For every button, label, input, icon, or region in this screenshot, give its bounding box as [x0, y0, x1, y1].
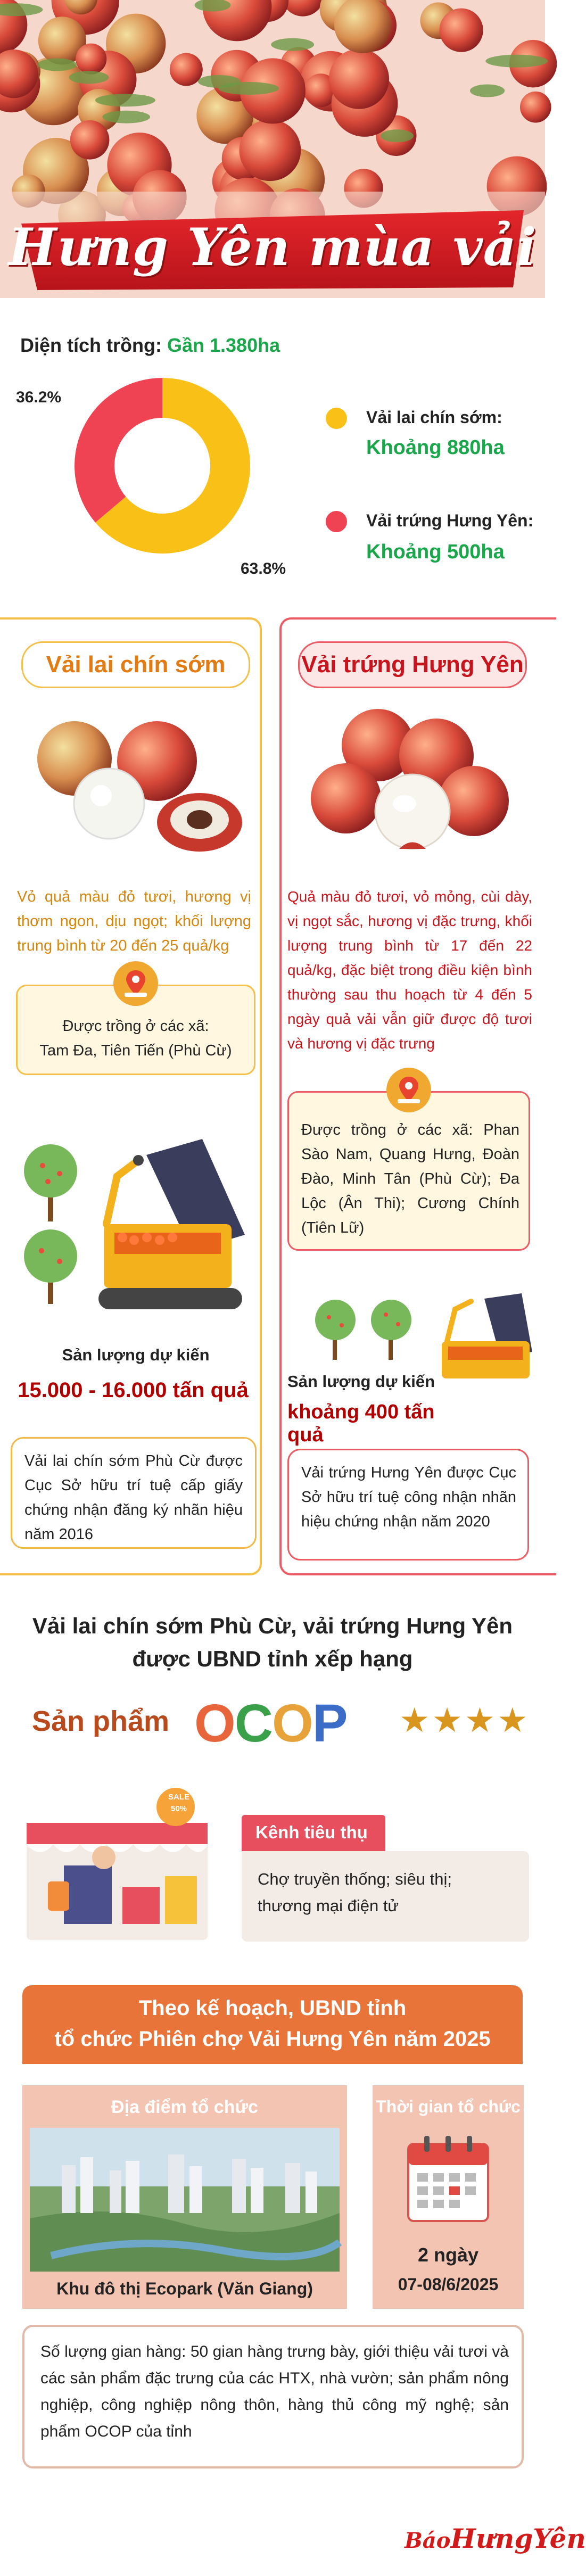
stall-text: Số lượng gian hàng: 50 gian hàng trưng bày, giới thiệu vải tươi và các sản phẩm đặc trưng của các HTX, nhà vườn; sản phẩm nông nghiệp, công nghiệp nông thôn, hàng thủ công mỹ nghệ; sản phẩm OCOP của tỉnh — [40, 2343, 509, 2440]
hero-banner — [0, 0, 545, 298]
lychee-fruit — [170, 53, 203, 86]
lychee-fruit — [76, 44, 106, 75]
time-days: 2 ngày — [417, 2244, 479, 2266]
lychee-leaf — [38, 59, 77, 71]
vai-lai-yield-label: Sản lượng dự kiến — [62, 1345, 210, 1364]
lychee-leaf — [470, 85, 505, 97]
map-pin-icon — [113, 961, 159, 1006]
legend-label-vai-trung: Vải trứng Hưng Yên: — [366, 511, 534, 530]
lychee-leaf — [218, 82, 279, 95]
legend-value-vai-trung: Khoảng 500ha — [366, 541, 505, 563]
ocop-heading: Vải lai chín sớm Phù Cừ, vải trứng Hưng Yên được UBND tỉnh xếp hạng — [32, 1613, 513, 1671]
vai-lai-fruit-image — [16, 708, 255, 868]
location-title: Địa điểm tổ chức — [111, 2097, 258, 2117]
location-box — [22, 2085, 347, 2309]
ocop-letter: O — [272, 1694, 312, 1753]
lychee-fruit — [329, 49, 389, 109]
ocop-product-label: Sản phẩm — [32, 1705, 170, 1737]
lychee-fruit — [240, 119, 301, 181]
vai-lai-location-value: Tam Đa, Tiên Tiến (Phù Cừ) — [39, 1042, 232, 1059]
ocop-stars: ★★★★ — [399, 1701, 530, 1739]
vai-trung-description: Quả màu đỏ tươi, vỏ mỏng, cùi dày, vị ngọt sắc, hương vị đặc trưng, khối lượng trung bình từ 17 đến 22 quả/kg, đặc biệt trong điều kiện bình thường sau thu hoạch từ 4 đến 5 ngày quả vải vẫn giữ được độ tươi và hương vị đặc trưng — [287, 888, 532, 1052]
vai-trung-location: Được trồng ở các xã: Phan Sào Nam, Quang Hưng, Đoàn Đào, Minh Tân (Phù Cừ); Đa Lộc (Ân Thi); Cương Chính (Tiên Lữ) — [301, 1121, 519, 1236]
time-dates: 07-08/6/2025 — [398, 2275, 499, 2294]
location-value: Khu đô thị Ecopark (Văn Giang) — [56, 2279, 313, 2298]
donut-slice-vai-trung — [75, 378, 162, 523]
legend-label-vai-lai: Vải lai chín sớm: — [366, 408, 502, 427]
vai-trung-yield-value: khoảng 400 tấn quả — [287, 1401, 435, 1446]
brand-part-2: HưngYên — [450, 2523, 586, 2554]
area-summary — [20, 334, 280, 357]
lychee-leaf — [69, 71, 109, 84]
channel-box — [242, 1815, 529, 1943]
donut-yellow-percent: 63.8% — [241, 560, 286, 577]
vai-trung-note: Vải trứng Hưng Yên được Cục Sở hữu trí tuệ công nhận nhãn hiệu chứng nhận năm 2020 — [301, 1464, 516, 1530]
lychee-leaf — [271, 38, 314, 51]
vai-trung-title: Vải trứng Hưng Yên — [298, 641, 527, 688]
ocop-rating-row — [32, 1694, 530, 1754]
calendar-icon — [406, 2133, 491, 2224]
lychee-leaf — [95, 94, 155, 106]
legend-swatch-vai-trung — [326, 511, 347, 532]
map-pin-icon — [386, 1067, 432, 1113]
legend-value-vai-lai: Khoảng 880ha — [366, 436, 505, 459]
ocop-letter: O — [194, 1694, 235, 1753]
legend-swatch-vai-lai — [326, 408, 347, 429]
ocop-logo-text — [194, 1694, 347, 1753]
ocop-letter: P — [312, 1694, 347, 1753]
lychee-leaf — [485, 55, 548, 68]
ecopark-photo — [30, 2128, 340, 2272]
harvest-robot-illustration — [11, 1128, 255, 1331]
harvest-robot-illustration — [309, 1288, 532, 1384]
plan-banner — [22, 1985, 523, 2064]
ocop-letter: C — [234, 1694, 273, 1753]
vai-trung-fruit-image — [298, 708, 532, 862]
ocop-logo — [194, 1694, 347, 1753]
lychee-leaf — [381, 129, 414, 142]
donut-red-percent: 36.2% — [16, 389, 62, 406]
lychee-fruit — [520, 92, 551, 123]
area-label: Diện tích trồng: — [20, 334, 162, 356]
time-box — [373, 2085, 524, 2309]
vai-lai-note: Vải lai chín sớm Phù Cừ được Cục Sở hữu trí tuệ cấp giấy chứng nhận đăng ký nhãn hiệu năm 2016 — [24, 1452, 243, 1543]
newspaper-logo — [405, 2523, 586, 2554]
stall-box — [22, 2325, 524, 2468]
page-title: Hưng Yên mùa vải — [8, 217, 537, 277]
sale-badge: SALE 50% — [168, 1793, 189, 1813]
time-title: Thời gian tổ chức — [376, 2097, 521, 2116]
channel-value: Chợ truyền thống; siêu thị; thương mại điện tử — [258, 1870, 452, 1915]
vai-lai-location-label: Được trồng ở các xã: — [62, 1018, 209, 1035]
lychee-fruit — [70, 120, 110, 160]
area-value: Gần 1.380ha — [167, 334, 280, 356]
brand-part-1: Báo — [405, 2528, 451, 2553]
vai-trung-yield-label: Sản lượng dự kiến — [287, 1372, 435, 1391]
channel-title: Kênh tiêu thụ — [255, 1822, 368, 1842]
area-donut-chart — [48, 375, 277, 556]
plan-line-2: tổ chức Phiên chợ Vải Hưng Yên năm 2025 — [54, 2027, 491, 2051]
vai-lai-yield-value: 15.000 - 16.000 tấn quả — [18, 1378, 249, 1402]
vai-lai-title: Vải lai chín sớm — [21, 641, 250, 688]
lychee-fruit — [440, 9, 483, 52]
vai-lai-description: Vỏ quả màu đỏ tươi, hương vị thơm ngon, dịu ngọt; khối lượng trung bình từ 20 đến 25 quả/kg — [17, 888, 251, 954]
plan-line-1: Theo kế hoạch, UBND tỉnh — [138, 1996, 407, 2020]
lychee-leaf — [103, 111, 151, 123]
